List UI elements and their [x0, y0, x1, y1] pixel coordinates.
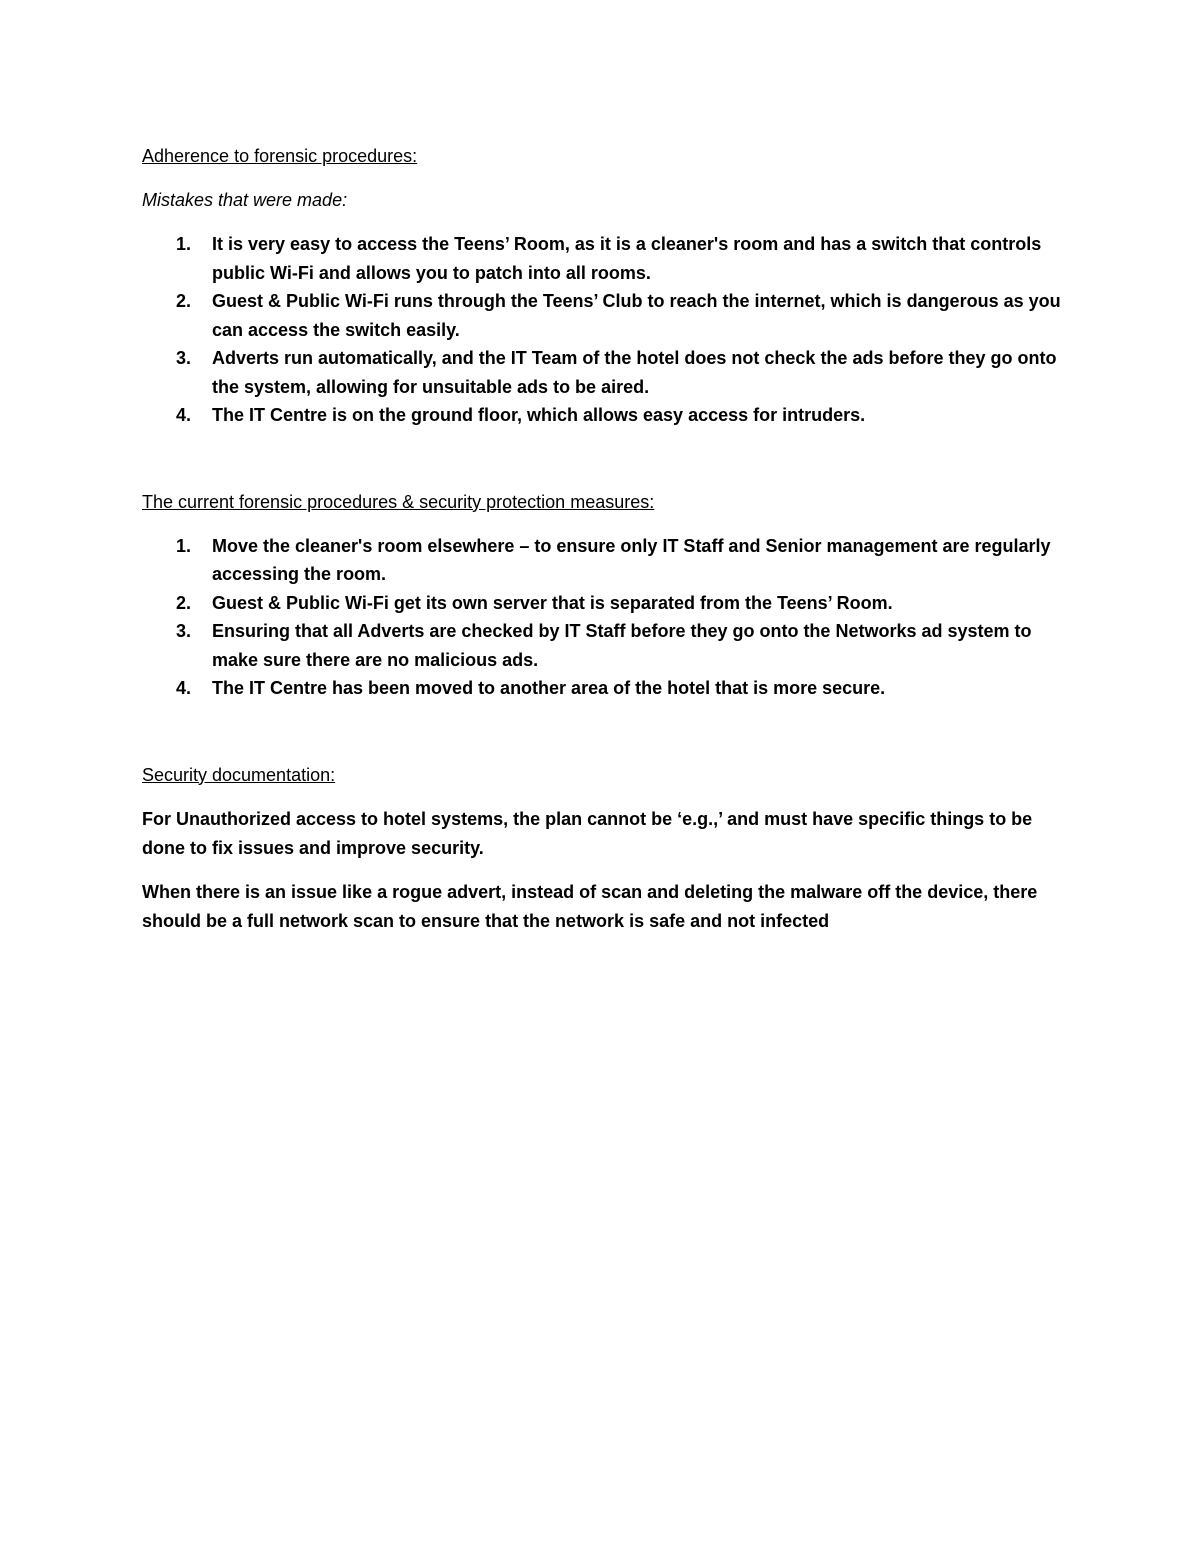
list-item [142, 401, 1072, 430]
section-security-documentation [142, 761, 1072, 936]
section-forensic-adherence [142, 142, 1072, 430]
list-item-text: Guest & Public Wi-Fi get its own server that is separated from the Teens’ Room. [212, 592, 893, 613]
list-item-text: Adverts run automatically, and the IT Team of the hotel does not check the ads before they go onto the system, allowing for unsuitable ads to be aired. [212, 348, 1057, 397]
list-item [142, 532, 1072, 589]
list-item-text: The IT Centre has been moved to another area of the hotel that is more secure. [212, 678, 886, 698]
list-item [142, 287, 1072, 344]
section-spacer [142, 703, 1072, 761]
numbered-list [142, 532, 1072, 703]
list-item-number: 4. [176, 678, 192, 698]
list-item [142, 589, 1072, 618]
list-item-number: 2. [176, 291, 192, 311]
paragraph: For Unauthorized access to hotel systems, the plan cannot be ‘e.g.,’ and must have specific things to be done to fix issues and improve security. [142, 808, 1033, 858]
section-subheading: Mistakes that were made: [142, 190, 348, 210]
list-item [142, 617, 1072, 674]
list-item-number: 4. [176, 405, 192, 425]
list-item-text: It is very easy to access the Teens’ Room, as it is a cleaner's room and has a switch that controls public Wi-Fi and allows you to patch into all rooms. [212, 234, 1042, 283]
list-item-number: 3. [176, 348, 192, 368]
section-heading: Security documentation: [142, 764, 336, 785]
list-item [142, 230, 1072, 287]
list-item-number: 1. [176, 234, 192, 254]
list-item-number: 1. [176, 535, 192, 556]
section-current-procedures [142, 488, 1072, 703]
document-content [142, 142, 1072, 951]
list-item-text: The IT Centre is on the ground floor, which allows easy access for intruders. [212, 405, 866, 425]
section-heading: Adherence to forensic procedures: [142, 146, 418, 166]
list-item [142, 674, 1072, 703]
list-item [142, 344, 1072, 401]
list-item-text: Guest & Public Wi-Fi runs through the Teens’ Club to reach the internet, which is dangerous as you can access the switch easily. [212, 291, 1061, 340]
list-item-text: Move the cleaner's room elsewhere – to ensure only IT Staff and Senior management are regularly accessing the room. [212, 535, 1051, 584]
numbered-list [142, 230, 1072, 430]
list-item-number: 3. [176, 621, 192, 641]
list-item-number: 2. [176, 592, 192, 613]
section-heading: The current forensic procedures & security protection measures: [142, 491, 655, 512]
list-item-text: Ensuring that all Adverts are checked by IT Staff before they go onto the Networks ad system to make sure there are no malicious ads. [212, 621, 1032, 670]
paragraph: When there is an issue like a rogue advert, instead of scan and deleting the malware off the device, there should be a full network scan to ensure that the network is safe and not infected [142, 881, 1038, 931]
section-spacer [142, 430, 1072, 488]
